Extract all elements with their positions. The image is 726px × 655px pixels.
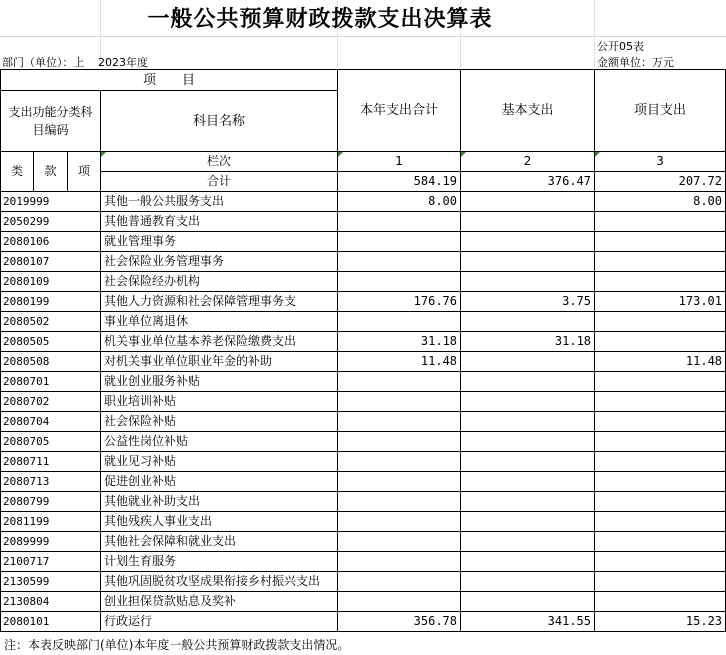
table-row xyxy=(1,292,726,312)
subject-code: 2080704 xyxy=(1,412,101,432)
row-project: 173.01 xyxy=(595,292,726,312)
row-total xyxy=(338,312,461,332)
row-project: 11.48 xyxy=(595,352,726,372)
row-total xyxy=(338,392,461,412)
row-project xyxy=(595,252,726,272)
row-project: 15.23 xyxy=(595,612,726,632)
table-row xyxy=(1,372,726,392)
row-basic xyxy=(461,452,595,472)
row-project xyxy=(595,432,726,452)
subject-name: 社会保险补贴 xyxy=(101,412,338,432)
table-row xyxy=(1,392,726,412)
header-basic-column: 基本支出 xyxy=(461,70,595,152)
row-basic xyxy=(461,532,595,552)
row-total: 176.76 xyxy=(338,292,461,312)
table-row xyxy=(1,272,726,292)
row-basic xyxy=(461,512,595,532)
table-row xyxy=(1,332,726,352)
header-total-column: 本年支出合计 xyxy=(338,70,461,152)
row-basic xyxy=(461,412,595,432)
row-total: 11.48 xyxy=(338,352,461,372)
year-label: 2023年度 xyxy=(98,56,148,69)
row-project xyxy=(595,332,726,352)
table-row xyxy=(1,252,726,272)
subject-name: 其他巩固脱贫攻坚成果衔接乡村振兴支出 xyxy=(101,572,338,592)
header-function-code: 支出功能分类科目编码 xyxy=(1,91,101,152)
row-basic xyxy=(461,552,595,572)
subject-name: 促进创业补贴 xyxy=(101,472,338,492)
table-row xyxy=(1,592,726,612)
expenditure-table xyxy=(0,69,726,632)
table-row xyxy=(1,412,726,432)
subject-code: 2019999 xyxy=(1,192,101,212)
subject-name: 机关事业单位基本养老保险缴费支出 xyxy=(101,332,338,352)
subject-code: 2080799 xyxy=(1,492,101,512)
subject-name: 其他残疾人事业支出 xyxy=(101,512,338,532)
total-label: 合计 xyxy=(101,172,338,192)
table-row xyxy=(1,232,726,252)
table-row xyxy=(1,572,726,592)
table-row xyxy=(1,352,726,372)
subject-name: 其他就业补助支出 xyxy=(101,492,338,512)
row-project xyxy=(595,452,726,472)
row-total xyxy=(338,432,461,452)
table-row xyxy=(1,472,726,492)
total-project: 207.72 xyxy=(595,172,726,192)
subject-name: 其他社会保障和就业支出 xyxy=(101,532,338,552)
row-total xyxy=(338,552,461,572)
row-project xyxy=(595,572,726,592)
subject-name: 创业担保贷款贴息及奖补 xyxy=(101,592,338,612)
subject-code: 2080701 xyxy=(1,372,101,392)
subject-code: 2080101 xyxy=(1,612,101,632)
row-project xyxy=(595,492,726,512)
subject-code: 2080505 xyxy=(1,332,101,352)
subject-code: 2080702 xyxy=(1,392,101,412)
row-total: 356.78 xyxy=(338,612,461,632)
subject-code: 2050299 xyxy=(1,212,101,232)
header-row-items xyxy=(1,70,726,91)
row-project xyxy=(595,532,726,552)
row-basic xyxy=(461,312,595,332)
subject-name: 行政运行 xyxy=(101,612,338,632)
row-project xyxy=(595,472,726,492)
row-basic xyxy=(461,232,595,252)
subject-code: 2130599 xyxy=(1,572,101,592)
subject-name: 社会保险业务管理事务 xyxy=(101,252,338,272)
subject-code: 2080107 xyxy=(1,252,101,272)
table-row xyxy=(1,452,726,472)
row-project xyxy=(595,552,726,572)
row-basic xyxy=(461,492,595,512)
subject-name: 其他人力资源和社会保障管理事务支 xyxy=(101,292,338,312)
subject-name: 社会保险经办机构 xyxy=(101,272,338,292)
subject-name: 职业培训补贴 xyxy=(101,392,338,412)
row-basic xyxy=(461,472,595,492)
header-project-column: 项目支出 xyxy=(595,70,726,152)
row-project: 8.00 xyxy=(595,192,726,212)
row-project xyxy=(595,412,726,432)
row-project xyxy=(595,392,726,412)
row-total xyxy=(338,272,461,292)
subject-name: 就业管理事务 xyxy=(101,232,338,252)
header-xiang: 项 xyxy=(68,152,101,192)
row-basic xyxy=(461,432,595,452)
department-label: 部门（单位）：上 xyxy=(2,56,85,69)
subject-name: 事业单位离退休 xyxy=(101,312,338,332)
row-project xyxy=(595,592,726,612)
row-total xyxy=(338,592,461,612)
row-basic xyxy=(461,372,595,392)
row-basic: 31.18 xyxy=(461,332,595,352)
row-basic xyxy=(461,592,595,612)
header-lanci: 栏次 xyxy=(101,152,338,172)
header-lei: 类 xyxy=(1,152,34,192)
subject-name: 计划生育服务 xyxy=(101,552,338,572)
row-basic: 3.75 xyxy=(461,292,595,312)
subject-code: 2089999 xyxy=(1,532,101,552)
table-row xyxy=(1,492,726,512)
header-subject-name: 科目名称 xyxy=(101,91,338,152)
row-total xyxy=(338,412,461,432)
subject-code: 2080705 xyxy=(1,432,101,452)
subject-name: 其他一般公共服务支出 xyxy=(101,192,338,212)
subject-name: 其他普通教育支出 xyxy=(101,212,338,232)
header-kuan: 款 xyxy=(34,152,68,192)
subject-name: 就业创业服务补贴 xyxy=(101,372,338,392)
row-project xyxy=(595,272,726,292)
subject-code: 2081199 xyxy=(1,512,101,532)
row-basic xyxy=(461,212,595,232)
row-total xyxy=(338,512,461,532)
total-basic: 376.47 xyxy=(461,172,595,192)
subject-name: 公益性岗位补贴 xyxy=(101,432,338,452)
table-row xyxy=(1,532,726,552)
total-row xyxy=(1,172,726,192)
row-basic xyxy=(461,252,595,272)
subject-code: 2080713 xyxy=(1,472,101,492)
row-basic xyxy=(461,392,595,412)
header-row-lanci xyxy=(1,152,726,172)
row-total xyxy=(338,472,461,492)
row-total: 8.00 xyxy=(338,192,461,212)
row-basic xyxy=(461,572,595,592)
subject-code: 2130804 xyxy=(1,592,101,612)
footnote: 注：本表反映部门(单位)本年度一般公共预算财政拨款支出情况。 xyxy=(4,638,350,652)
row-total xyxy=(338,532,461,552)
row-total xyxy=(338,452,461,472)
column-number-2: 2 xyxy=(461,152,595,172)
column-number-3: 3 xyxy=(595,152,726,172)
row-project xyxy=(595,372,726,392)
table-row xyxy=(1,552,726,572)
subject-code: 2080199 xyxy=(1,292,101,312)
row-total xyxy=(338,232,461,252)
table-row xyxy=(1,212,726,232)
row-total: 31.18 xyxy=(338,332,461,352)
row-basic xyxy=(461,192,595,212)
table-row xyxy=(1,432,726,452)
row-project xyxy=(595,212,726,232)
table-row xyxy=(1,512,726,532)
row-basic xyxy=(461,352,595,372)
form-code: 公开05表 xyxy=(597,40,644,53)
subject-code: 2080711 xyxy=(1,452,101,472)
subject-code: 2080106 xyxy=(1,232,101,252)
sheet-gridline xyxy=(0,36,726,37)
subject-code: 2080508 xyxy=(1,352,101,372)
total-amount: 584.19 xyxy=(338,172,461,192)
subject-code: 2080109 xyxy=(1,272,101,292)
row-total xyxy=(338,372,461,392)
row-total xyxy=(338,492,461,512)
row-basic: 341.55 xyxy=(461,612,595,632)
table-row xyxy=(1,312,726,332)
row-basic xyxy=(461,272,595,292)
table-row xyxy=(1,612,726,632)
subject-name: 对机关事业单位职业年金的补助 xyxy=(101,352,338,372)
header-item: 项 目 xyxy=(1,70,338,91)
subject-name: 就业见习补贴 xyxy=(101,452,338,472)
unit-label: 金额单位：万元 xyxy=(597,56,674,69)
row-total xyxy=(338,212,461,232)
row-total xyxy=(338,252,461,272)
row-project xyxy=(595,512,726,532)
row-total xyxy=(338,572,461,592)
table-row xyxy=(1,192,726,212)
row-project xyxy=(595,312,726,332)
row-project xyxy=(595,232,726,252)
column-number-1: 1 xyxy=(338,152,461,172)
page-title: 一般公共预算财政拨款支出决算表 xyxy=(147,7,493,32)
subject-code: 2100717 xyxy=(1,552,101,572)
subject-code: 2080502 xyxy=(1,312,101,332)
